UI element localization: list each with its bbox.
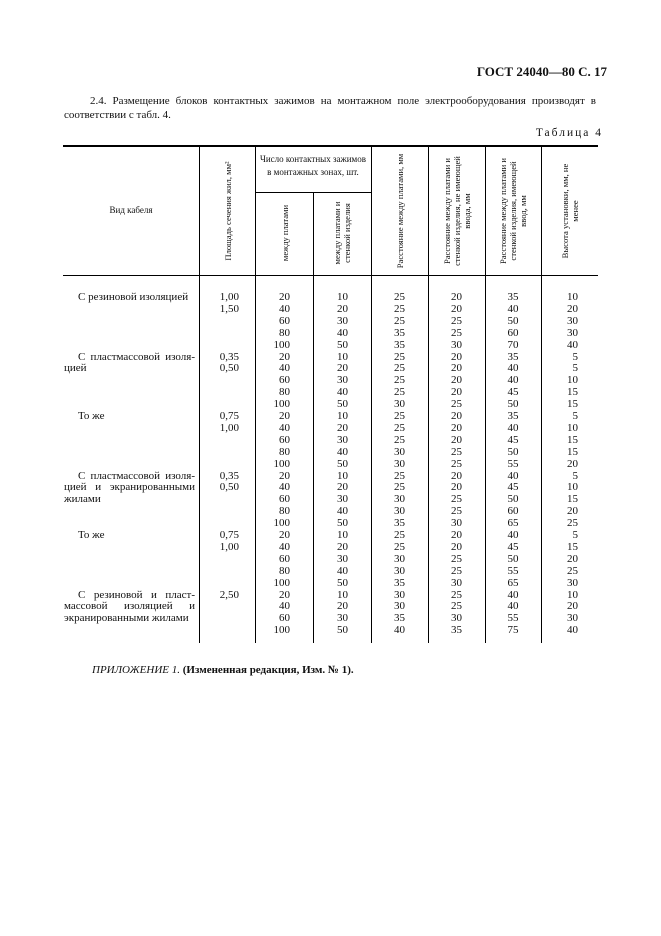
col-rule-4 — [371, 146, 372, 276]
table-cell-b: 20 — [337, 421, 348, 434]
table-cell-d: 20 — [451, 362, 462, 375]
table-cell-d: 25 — [451, 445, 462, 458]
table-cell-b: 40 — [337, 505, 348, 518]
table-cell-a: 60 — [279, 314, 290, 327]
table-cell-c: 25 — [394, 362, 405, 375]
table-cell-e: 50 — [507, 398, 519, 411]
table-cell-d: 20 — [451, 481, 462, 494]
table-cell-d: 20 — [451, 540, 462, 553]
table-cell-a: 40 — [279, 600, 290, 613]
table-cell-f: 30 — [567, 612, 578, 625]
table-cell-c: 25 — [394, 314, 405, 327]
table-cell-d: 20 — [451, 529, 462, 541]
table-cell-e: 50 — [507, 314, 519, 327]
table-cell-sec: 0,50 — [219, 362, 239, 375]
table-cell-a: 80 — [279, 445, 290, 458]
table-cell-d: 25 — [451, 314, 462, 327]
table-cell-e: 50 — [507, 493, 519, 506]
table-cell-b: 30 — [337, 433, 348, 446]
table-cell-d: 25 — [451, 588, 462, 601]
table-cell-a: 80 — [279, 564, 290, 577]
table-cell-d: 25 — [451, 552, 462, 565]
table-cell-e: 45 — [507, 540, 519, 553]
table-cell-e: 60 — [507, 505, 519, 518]
table-cell-e: 40 — [507, 374, 519, 387]
table-cell-b: 30 — [337, 314, 348, 327]
table-cell-d: 25 — [451, 505, 462, 518]
table-cell-c: 25 — [394, 350, 405, 363]
table-cell-c: 35 — [394, 326, 405, 339]
table-cell-b: 40 — [337, 386, 348, 399]
table-cell-f: 5 — [572, 410, 578, 422]
col-rule-2 — [255, 146, 256, 276]
table-cell-e: 40 — [507, 421, 519, 434]
table-row-cable-type: массовой изоляцией и — [64, 600, 195, 613]
table-cell-b: 20 — [337, 540, 348, 553]
table-cell-a: 20 — [279, 469, 290, 482]
table-cell-e: 40 — [507, 529, 519, 541]
table-cell-f: 5 — [572, 529, 578, 541]
table-cell-e: 40 — [507, 302, 519, 315]
table-cell-e: 45 — [507, 481, 519, 494]
table-cell-c: 30 — [394, 457, 405, 470]
table-cell-c: 25 — [394, 469, 405, 482]
table-cell-c: 25 — [394, 421, 405, 434]
table-cell-f: 20 — [567, 552, 578, 565]
table-cell-f: 40 — [567, 624, 578, 637]
table-cell-a: 40 — [279, 302, 290, 315]
table-cell-b: 30 — [337, 374, 348, 387]
table-row-cable-type: С резиновой и пласт- — [78, 588, 195, 601]
table-cell-a: 20 — [279, 410, 290, 422]
table-cell-e: 75 — [507, 624, 519, 637]
table-cell-d: 30 — [451, 338, 462, 351]
table-cell-b: 50 — [337, 517, 348, 530]
table-cell-e: 35 — [507, 410, 519, 422]
table-cell-f: 10 — [567, 588, 578, 601]
table-cell-f: 25 — [567, 517, 578, 530]
table-cell-sec: 1,50 — [219, 302, 239, 315]
table-cell-d: 30 — [451, 612, 462, 625]
table-cell-d: 25 — [451, 326, 462, 339]
table-row-cable-type: То же — [78, 529, 105, 541]
table-cell-sec: 0,35 — [219, 469, 239, 482]
table-cell-c: 25 — [394, 529, 405, 541]
header-clamp-count: Число контактных зажимов в монтажных зонах, шт. — [259, 154, 366, 177]
table-cell-e: 65 — [507, 517, 519, 530]
table-cell-d: 25 — [451, 600, 462, 613]
col-rule-1 — [199, 146, 200, 276]
table-cell-e: 40 — [507, 469, 519, 482]
table-row-cable-type: То же — [78, 410, 105, 422]
table-cell-c: 35 — [394, 576, 405, 589]
table-cell-c: 25 — [394, 374, 405, 387]
table-cell-a: 60 — [279, 374, 290, 387]
table-cell-d: 20 — [451, 469, 462, 482]
table-cell-e: 70 — [507, 338, 519, 351]
table-cell-c: 25 — [394, 410, 405, 422]
table-cell-d: 25 — [451, 493, 462, 506]
table-cell-b: 40 — [337, 326, 348, 339]
table-cell-f: 5 — [572, 350, 578, 363]
appendix-note — [92, 664, 354, 676]
header-dist-boards: Расстояние между платами, мм — [395, 153, 405, 269]
table-cell-c: 25 — [394, 386, 405, 399]
table-cell-b: 40 — [337, 564, 348, 577]
table-row-cable-type: цией — [64, 362, 87, 375]
table-cell-a: 20 — [279, 529, 290, 541]
table-cell-f: 15 — [567, 433, 578, 446]
table-row-cable-type: С резиновой изоляцией — [78, 291, 189, 303]
table-cell-a: 40 — [279, 481, 290, 494]
table-cell-c: 35 — [394, 612, 405, 625]
table-cell-b: 50 — [337, 457, 348, 470]
header-between-boards: между платами — [280, 204, 290, 262]
table-cell-b: 50 — [337, 576, 348, 589]
table-cell-f: 10 — [567, 291, 578, 303]
table-cell-a: 80 — [279, 326, 290, 339]
table-cell-e: 50 — [507, 445, 519, 458]
table-cell-d: 25 — [451, 398, 462, 411]
table-cell-d: 35 — [451, 624, 462, 637]
table-cell-e: 35 — [507, 350, 519, 363]
table-cell-sec: 0,75 — [219, 410, 239, 422]
table-cell-f: 10 — [567, 374, 578, 387]
col-rule-6 — [485, 146, 486, 276]
table-cell-d: 25 — [451, 564, 462, 577]
table-cell-f: 15 — [567, 445, 578, 458]
table-cell-b: 40 — [337, 445, 348, 458]
table-cell-d: 20 — [451, 302, 462, 315]
table-cell-f: 10 — [567, 481, 578, 494]
table-cell-f: 40 — [567, 338, 578, 351]
table-row-cable-type: цией и экранированными — [64, 481, 195, 494]
table-cell-f: 20 — [567, 600, 578, 613]
table-cell-b: 30 — [337, 552, 348, 565]
table-cell-sec: 0,75 — [219, 529, 239, 541]
table-cell-b: 10 — [337, 291, 348, 303]
table-cell-sec: 0,50 — [219, 481, 239, 494]
table-cell-f: 30 — [567, 326, 578, 339]
table-cell-e: 45 — [507, 386, 519, 399]
table-cell-c: 30 — [394, 564, 405, 577]
table-cell-e: 65 — [507, 576, 519, 589]
table-cell-e: 40 — [507, 362, 519, 375]
table-cell-f: 20 — [567, 505, 578, 518]
table-cell-a: 20 — [279, 350, 290, 363]
table-cell-a: 100 — [273, 457, 290, 470]
table-cell-sec: 1,00 — [219, 291, 239, 303]
table-cell-sec: 1,00 — [219, 421, 239, 434]
table-cell-f: 20 — [567, 302, 578, 315]
header-mount-height: Высота установки, мм, не менее — [560, 163, 580, 259]
table-cell-b: 50 — [337, 398, 348, 411]
appendix-note-label: ПРИЛОЖЕНИЕ 1. — [92, 664, 180, 676]
table-cell-f: 15 — [567, 398, 578, 411]
table-cell-e: 40 — [507, 588, 519, 601]
table-cell-e: 55 — [507, 612, 519, 625]
table-cell-e: 40 — [507, 600, 519, 613]
table-cell-b: 10 — [337, 588, 348, 601]
table-cell-b: 10 — [337, 469, 348, 482]
table-cell-b: 10 — [337, 529, 348, 541]
table-cell-a: 40 — [279, 362, 290, 375]
col-rule-3 — [313, 192, 314, 276]
table-cell-b: 20 — [337, 362, 348, 375]
header-dist-board-wall-input: Расстояние между платами и стенкой изделия, имеющей ввод, мм — [498, 157, 528, 265]
table-cell-a: 40 — [279, 421, 290, 434]
table-cell-a: 40 — [279, 540, 290, 553]
table-cell-c: 30 — [394, 552, 405, 565]
table-cell-a: 60 — [279, 493, 290, 506]
table-cell-f: 15 — [567, 386, 578, 399]
table-row-cable-type: С пластмассовой изоля- — [78, 350, 195, 363]
table-cell-c: 30 — [394, 588, 405, 601]
table-cell-c: 30 — [394, 600, 405, 613]
table-cell-c: 35 — [394, 338, 405, 351]
table-top-rule — [63, 145, 598, 147]
table-cell-d: 20 — [451, 374, 462, 387]
table-cell-c: 30 — [394, 398, 405, 411]
table-cell-a: 100 — [273, 576, 290, 589]
table-cell-sec: 2,50 — [219, 588, 239, 601]
table-cell-b: 10 — [337, 410, 348, 422]
table-cell-d: 20 — [451, 291, 462, 303]
table-cell-d: 30 — [451, 576, 462, 589]
header-cross-section: Площадь сечения жил, мм² — [223, 161, 233, 261]
table-cell-c: 35 — [394, 517, 405, 530]
page-header: ГОСТ 24040—80 С. 17 — [476, 64, 607, 79]
table-cell-d: 20 — [451, 410, 462, 422]
table-cell-d: 20 — [451, 386, 462, 399]
table-cell-a: 60 — [279, 552, 290, 565]
table-cell-a: 60 — [279, 433, 290, 446]
table-cell-e: 45 — [507, 433, 519, 446]
header-cable-type: Вид кабеля — [109, 205, 153, 215]
table-cell-a: 100 — [273, 517, 290, 530]
table-cell-sec: 0,35 — [219, 350, 239, 363]
table-cell-sec: 1,00 — [219, 540, 239, 553]
table-cell-f: 10 — [567, 421, 578, 434]
table-row-cable-type: экранированными жилами — [64, 612, 189, 625]
table-cell-a: 100 — [273, 624, 290, 637]
table-cell-c: 25 — [394, 481, 405, 494]
table-cell-f: 20 — [567, 457, 578, 470]
table-cell-c: 30 — [394, 445, 405, 458]
section-paragraph: 2.4. Размещение блоков контактных зажимов на монтажном поле электрооборудования производят в соответствии с табл. 4. — [64, 95, 596, 121]
table-row-cable-type: жилами — [64, 493, 101, 506]
table-cell-c: 25 — [394, 302, 405, 315]
table-cell-f: 30 — [567, 576, 578, 589]
table-cell-e: 35 — [507, 291, 519, 303]
table-cell-b: 20 — [337, 481, 348, 494]
table-caption: Таблица 4 — [535, 127, 603, 139]
table-cell-a: 80 — [279, 505, 290, 518]
table-cell-f: 5 — [572, 362, 578, 375]
table-cell-a: 60 — [279, 612, 290, 625]
table-cell-c: 25 — [394, 433, 405, 446]
table-cell-e: 50 — [507, 552, 519, 565]
table-cell-f: 25 — [567, 564, 578, 577]
table-cell-e: 55 — [507, 457, 519, 470]
table-cell-c: 25 — [394, 291, 405, 303]
table-cell-e: 55 — [507, 564, 519, 577]
table-cell-d: 30 — [451, 517, 462, 530]
appendix-note-text: (Измененная редакция, Изм. № 1). — [182, 664, 354, 676]
table-cell-b: 20 — [337, 600, 348, 613]
table-cell-f: 15 — [567, 493, 578, 506]
header-between-board-wall: между платами и стенкой изделия — [332, 201, 352, 265]
table-cell-c: 40 — [394, 624, 405, 637]
table-cell-c: 25 — [394, 540, 405, 553]
table-cell-f: 15 — [567, 540, 578, 553]
table-cell-a: 100 — [273, 338, 290, 351]
table-cell-b: 30 — [337, 612, 348, 625]
table-cell-a: 100 — [273, 398, 290, 411]
table-cell-d: 20 — [451, 350, 462, 363]
table-cell-c: 30 — [394, 493, 405, 506]
table-cell-c: 30 — [394, 505, 405, 518]
table-cell-a: 20 — [279, 291, 290, 303]
col-rule-7 — [541, 146, 542, 276]
table-cell-d: 20 — [451, 421, 462, 434]
table-cell-f: 30 — [567, 314, 578, 327]
table-cell-b: 50 — [337, 624, 348, 637]
table-cell-f: 5 — [572, 469, 578, 482]
table-cell-d: 25 — [451, 457, 462, 470]
table-cell-d: 20 — [451, 433, 462, 446]
table-row-cable-type: С пластмассовой изоля- — [78, 469, 195, 482]
table-cell-b: 20 — [337, 302, 348, 315]
table-cell-a: 20 — [279, 588, 290, 601]
header-dist-board-wall: Расстояние между платами и стенкой изделия, не имеющей ввода, мм — [442, 156, 472, 266]
col-rule-5 — [428, 146, 429, 276]
table-cell-a: 80 — [279, 386, 290, 399]
table-cell-b: 10 — [337, 350, 348, 363]
header-bottom-rule — [63, 275, 598, 276]
table-cell-b: 30 — [337, 493, 348, 506]
table-cell-b: 50 — [337, 338, 348, 351]
table-cell-e: 60 — [507, 326, 519, 339]
